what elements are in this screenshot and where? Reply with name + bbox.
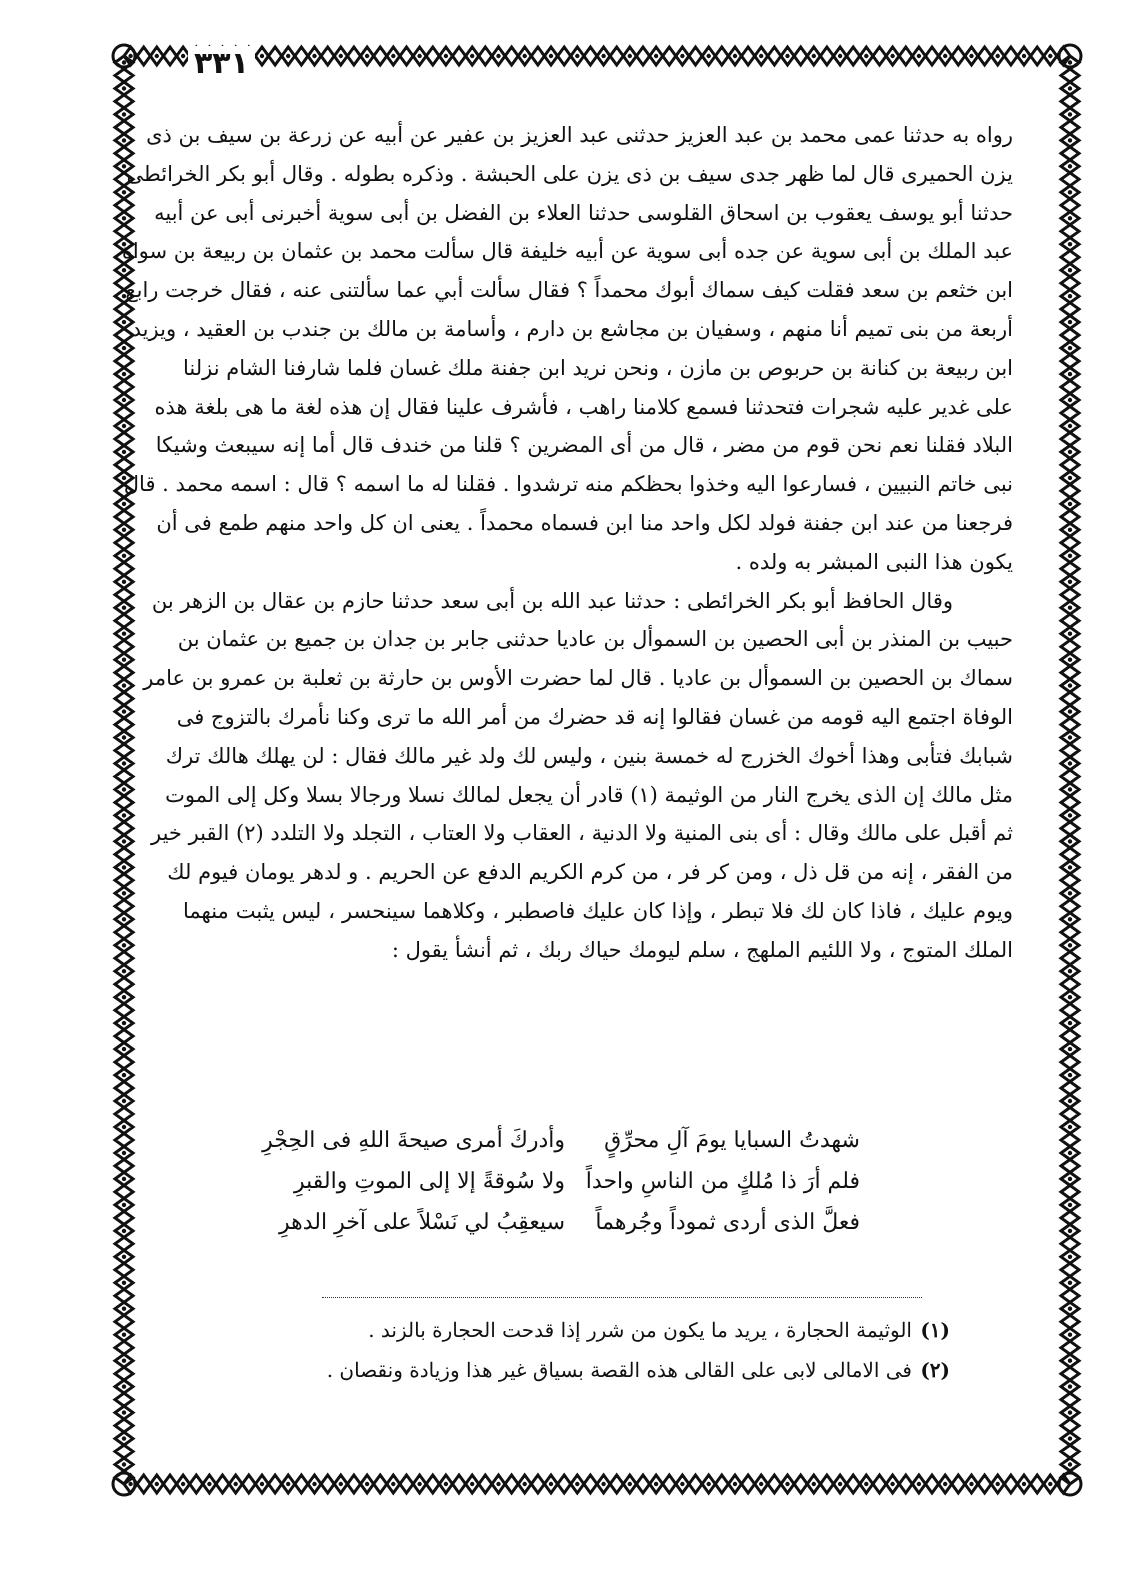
border-bottom-knot xyxy=(575,1482,579,1486)
border-top-knot xyxy=(391,54,395,58)
border-right-knot xyxy=(1068,917,1072,921)
border-right-knot xyxy=(1068,554,1072,558)
border-top-knot xyxy=(680,54,684,58)
border-bottom-knot xyxy=(812,1482,816,1486)
border-top-knot xyxy=(128,54,132,58)
border-left-knot xyxy=(122,424,126,428)
border-top-knot xyxy=(575,54,579,58)
border-top-knot xyxy=(890,54,894,58)
text-line: ويوم عليك ، فاذا كان لك فلا تبطر ، وإذا كان عليك فاصطبر ، وكلاهما سينحسر ، ليس يثبت منهما xyxy=(183,898,1013,923)
border-left-knot xyxy=(122,554,126,558)
footnote xyxy=(300,1350,950,1390)
border-right-knot xyxy=(1068,1151,1072,1155)
border-bottom-knot xyxy=(523,1482,527,1486)
border-top-knot xyxy=(549,54,553,58)
border-left-knot xyxy=(122,346,126,350)
border-right-knot xyxy=(1068,1384,1072,1388)
border-top-knot xyxy=(444,54,448,58)
border-right-knot xyxy=(1068,476,1072,480)
border-bottom-knot xyxy=(759,1482,763,1486)
border-right-knot xyxy=(1068,164,1072,168)
border-right-knot xyxy=(1068,995,1072,999)
border-bottom-knot xyxy=(339,1482,343,1486)
border-bottom-knot xyxy=(234,1482,238,1486)
footnote-number: (٢) xyxy=(920,1358,950,1382)
border-left-knot xyxy=(122,1203,126,1207)
border-left-knot xyxy=(122,1281,126,1285)
border-bottom-knot xyxy=(838,1482,842,1486)
border-bottom-knot xyxy=(155,1482,159,1486)
border-top-knot xyxy=(654,54,658,58)
border-left-knot xyxy=(122,1462,126,1466)
border-top-knot xyxy=(996,54,1000,58)
border-top-knot xyxy=(864,54,868,58)
border-left-knot xyxy=(122,632,126,636)
border-right-knot xyxy=(1068,424,1072,428)
border-right-knot xyxy=(1068,86,1072,90)
border-right-knot xyxy=(1068,138,1072,142)
text-line: الملك المتوج ، ولا اللئيم الملهج ، سلم ليومك حياك ربك ، ثم أنشأ يقول : xyxy=(391,937,1013,962)
border-right-knot xyxy=(1068,450,1072,454)
border-right-knot xyxy=(1068,372,1072,376)
text-line: حدثنا أبو يوسف يعقوب بن اسحاق القلوسى حدثنا العلاء بن الفضل بن أبى سوية أخبرنى أبى عن أبيه xyxy=(154,200,1013,225)
border-top-knot xyxy=(155,54,159,58)
border-left-knot xyxy=(122,1255,126,1259)
border-left-knot xyxy=(122,943,126,947)
border-right-knot xyxy=(1068,658,1072,662)
border-top-knot xyxy=(838,54,842,58)
border-top-knot xyxy=(365,54,369,58)
border-left-knot xyxy=(122,1125,126,1129)
text-line: شبابك فتأبى وهذا أخوك الخزرج له خمسة بنين ، وليس لك ولد غير مالك فقال : لن يهلك هالك ترك xyxy=(165,743,1013,768)
border-right-knot xyxy=(1068,839,1072,843)
border-bottom-knot xyxy=(207,1482,211,1486)
border-top-knot xyxy=(759,54,763,58)
border-top-knot xyxy=(785,54,789,58)
border-right-knot xyxy=(1068,112,1072,116)
border-left-knot xyxy=(122,1047,126,1051)
verse-line xyxy=(279,1202,860,1243)
border-top-knot xyxy=(417,54,421,58)
border-right-knot xyxy=(1068,242,1072,246)
border-top-knot xyxy=(601,54,605,58)
border-left-knot xyxy=(122,1384,126,1388)
border-right-knot xyxy=(1068,709,1072,713)
border-right-knot xyxy=(1068,268,1072,272)
border-left-knot xyxy=(122,1229,126,1233)
border-right-knot xyxy=(1068,1229,1072,1233)
border-top-knot xyxy=(181,54,185,58)
border-right-knot xyxy=(1068,787,1072,791)
border-left-knot xyxy=(122,1410,126,1414)
border-right-knot xyxy=(1068,969,1072,973)
border-right-knot xyxy=(1068,580,1072,584)
border-left-knot xyxy=(122,658,126,662)
border-right-knot xyxy=(1068,1359,1072,1363)
border-right-knot xyxy=(1068,1333,1072,1337)
border-right-knot xyxy=(1068,891,1072,895)
border-left-knot xyxy=(122,1021,126,1025)
border-right-knot xyxy=(1068,1410,1072,1414)
border-left-knot xyxy=(122,1359,126,1363)
border-left-knot xyxy=(122,606,126,610)
border-bottom-knot xyxy=(181,1482,185,1486)
border-right-knot xyxy=(1068,683,1072,687)
border-bottom-knot xyxy=(601,1482,605,1486)
text-line: مثل مالك إن الذى يخرج النار من الوثيمة (١) قادر أن يجعل لمالك نسلا ورجالا بسلا وكل إلى الموت xyxy=(165,782,1013,807)
border-left-knot xyxy=(122,969,126,973)
text-line: الوفاة اجتمع اليه قومه من غسان فقالوا إنه قد حضرك من أمر الله ما ترى وكنا نأمرك بالتزوج فى xyxy=(176,704,1013,729)
border-top-knot xyxy=(470,54,474,58)
text-line: يزن الحميرى قال لما ظهر جدى سيف بن ذى يزن على الحبشة . وذكره بطوله . وقال أبو بكر الخرائطى xyxy=(126,161,1013,186)
border-right-knot xyxy=(1068,1436,1072,1440)
border-bottom-knot xyxy=(260,1482,264,1486)
border-left-knot xyxy=(122,112,126,116)
text-line: ابن خثعم بن سعد فقلت كيف سماك أبوك محمداً ؟ فقال سألت أبي عما سألتنى عنه ، فقال خرجت رابع xyxy=(125,278,1013,303)
border-top-knot xyxy=(312,54,316,58)
border-left-knot xyxy=(122,1099,126,1103)
border-top xyxy=(124,47,1070,65)
border-left-knot xyxy=(122,580,126,584)
border-bottom-knot xyxy=(312,1482,316,1486)
border-right-knot xyxy=(1068,813,1072,817)
border-right-knot xyxy=(1068,1125,1072,1129)
border-bottom-knot xyxy=(1048,1482,1052,1486)
border-right-knot xyxy=(1068,294,1072,298)
footnote-separator xyxy=(322,1297,922,1298)
border-right-knot xyxy=(1068,60,1072,64)
verse-second-hemistich: وأدركَ أمرى صيحةَ اللهِ فى الحِجْرِ xyxy=(262,1128,565,1153)
border-right-knot xyxy=(1068,1307,1072,1311)
border-top-knot xyxy=(496,54,500,58)
border-left-knot xyxy=(122,787,126,791)
text-line: سماك بن الحصين بن السموأل بن عاديا . قال لما حضرت الأوس بن حارثة بن ثعلبة بن عمرو بن عامر xyxy=(143,666,1013,691)
text-line: حبيب بن المنذر بن أبى الحصين بن السموأل بن عاديا حدثنى جابر بن جدان بن جميع بن عثمان بن xyxy=(177,627,1013,652)
text-line: من الفقر ، إنه من قل ذل ، ومن كر فر ، من كرم الكريم الدفع عن الحريم . و لدهر يومان فيوم لك xyxy=(167,860,1013,885)
border-left-knot xyxy=(122,398,126,402)
border-right-knot xyxy=(1068,1177,1072,1181)
border-bottom-knot xyxy=(733,1482,737,1486)
border-bottom xyxy=(124,1475,1070,1493)
border-bottom-knot xyxy=(417,1482,421,1486)
border-right-knot xyxy=(1068,1255,1072,1259)
poem-verses xyxy=(262,1120,860,1243)
verse-first-hemistich: شهدتُ السبايا يومَ آلِ محرِّقٍ xyxy=(604,1128,860,1153)
border-left-knot xyxy=(122,839,126,843)
border-left-knot xyxy=(122,190,126,194)
verse-second-hemistich: ولا سُوقةً إلا إلى الموتِ والقبرِ xyxy=(293,1169,565,1194)
border-left-knot xyxy=(122,709,126,713)
border-left-knot xyxy=(122,450,126,454)
border-top-knot xyxy=(812,54,816,58)
verse-first-hemistich: فعلَّ الذى أردى ثموداً وجُرهماً xyxy=(595,1210,860,1235)
border-right-knot xyxy=(1068,761,1072,765)
border-top-knot xyxy=(628,54,632,58)
text-line: ثم أقبل على مالك وقال : أى بنى المنية ولا الدنية ، العقاب ولا العتاب ، التجلد ولا التلدد (٢) القبر خير xyxy=(150,821,1013,846)
border-top-knot xyxy=(339,54,343,58)
text-line: عبد الملك بن أبى سوية عن جده أبى سوية عن أبيه خليفة قال سألت محمد بن عثمان بن ربيعة بن سواة xyxy=(121,239,1013,264)
footnotes xyxy=(300,1310,950,1390)
border-right-knot xyxy=(1068,735,1072,739)
border-bottom-knot xyxy=(943,1482,947,1486)
border-left-knot xyxy=(122,164,126,168)
border-bottom-knot xyxy=(890,1482,894,1486)
border-right-knot xyxy=(1068,1203,1072,1207)
text-line: نبى خاتم النبيين ، فسارعوا اليه وخذوا بحظكم منه ترشدوا . فقلنا له ما اسمه ؟ قال : اسمه محمد . قال xyxy=(123,472,1013,497)
text-line: يكون هذا النبى المبشر به ولده . xyxy=(735,549,1013,574)
border-left-knot xyxy=(122,891,126,895)
border-left-knot xyxy=(122,761,126,765)
border-top-knot xyxy=(286,54,290,58)
border-right-knot xyxy=(1068,528,1072,532)
border-left-knot xyxy=(122,683,126,687)
border-bottom-knot xyxy=(969,1482,973,1486)
text-line: على غدير عليه شجرات فتحدثنا فسمع كلامنا راهب ، فأشرف علينا فقال إن هذه لغة ما هى بلغة هذه xyxy=(154,394,1013,419)
border-left-knot xyxy=(122,1307,126,1311)
border-right-knot xyxy=(1068,1099,1072,1103)
border-left-knot xyxy=(122,813,126,817)
border-bottom-knot xyxy=(286,1482,290,1486)
border-right-knot xyxy=(1068,1073,1072,1077)
border-bottom-knot xyxy=(365,1482,369,1486)
border-right-knot xyxy=(1068,346,1072,350)
border-left-knot xyxy=(122,1151,126,1155)
border-left-knot xyxy=(122,528,126,532)
border-bottom-knot xyxy=(654,1482,658,1486)
border-left-knot xyxy=(122,60,126,64)
border-right-knot xyxy=(1068,1462,1072,1466)
border-right-knot xyxy=(1068,1281,1072,1285)
border-right-knot xyxy=(1068,865,1072,869)
text-line: وقال الحافظ أبو بكر الخرائطى : حدثنا عبد الله بن أبى سعد حدثنا حازم بن عقال بن الزهر بن xyxy=(151,588,953,613)
footnote-text: الوثيمة الحجارة ، يريد ما يكون من شرر إذا قدحت الحجارة بالزند . xyxy=(368,1318,912,1342)
border-top-knot xyxy=(917,54,921,58)
border-top-knot xyxy=(943,54,947,58)
footnote xyxy=(300,1310,950,1350)
border-right-knot xyxy=(1068,1047,1072,1051)
border-bottom-knot xyxy=(391,1482,395,1486)
border-right-knot xyxy=(1068,320,1072,324)
border-bottom-knot xyxy=(496,1482,500,1486)
text-line: فرجعنا من عند ابن جفنة فولد لكل واحد منا ابن فسماه محمداً . يعنى ان كل واحد منهم طمع فى أن xyxy=(156,510,1013,535)
border-left-knot xyxy=(122,865,126,869)
border-left-knot xyxy=(122,138,126,142)
border-bottom-knot xyxy=(628,1482,632,1486)
border-top-knot xyxy=(523,54,527,58)
verse-line xyxy=(293,1161,860,1202)
border-bottom-knot xyxy=(128,1482,132,1486)
border-right-knot xyxy=(1068,216,1072,220)
border-top-knot xyxy=(733,54,737,58)
border-right-knot xyxy=(1068,632,1072,636)
border-top-knot xyxy=(1022,54,1026,58)
border-top-knot xyxy=(707,54,711,58)
border-right-knot xyxy=(1068,502,1072,506)
footnote-text: فى الامالى لابى على القالى هذه القصة بسياق غير هذا وزيادة ونقصان . xyxy=(326,1358,912,1382)
border-right-knot xyxy=(1068,1021,1072,1025)
main-text xyxy=(121,116,1013,970)
border-left-knot xyxy=(122,995,126,999)
border-bottom-knot xyxy=(470,1482,474,1486)
footnote-number: (١) xyxy=(920,1318,950,1342)
border-right-knot xyxy=(1068,190,1072,194)
border-bottom-knot xyxy=(680,1482,684,1486)
border-left-knot xyxy=(122,917,126,921)
border-bottom-knot xyxy=(917,1482,921,1486)
verse-second-hemistich: سيعقِبُ لي نَسْلاً على آخرِ الدهرِ xyxy=(279,1210,565,1235)
border-bottom-knot xyxy=(785,1482,789,1486)
border-left-knot xyxy=(122,1333,126,1337)
text-line: أربعة من بنى تميم أنا منهم ، وسفيان بن مجاشع بن دارم ، وأسامة بن مالك بن جندب بن العقيد ، ويزيد xyxy=(131,316,1013,341)
border-left-knot xyxy=(122,216,126,220)
border-left-knot xyxy=(122,86,126,90)
text-line: ابن ربيعة بن كنانة بن حربوص بن مازن ، ونحن نريد ابن جفنة ملك غسان فلما شارفنا الشام نزلنا xyxy=(183,355,1013,380)
border-right-knot xyxy=(1068,606,1072,610)
border-right-knot xyxy=(1068,943,1072,947)
border-left-knot xyxy=(122,320,126,324)
border-left-knot xyxy=(122,1073,126,1077)
border-left-knot xyxy=(122,735,126,739)
border-left-knot xyxy=(122,1436,126,1440)
verse-line xyxy=(262,1120,860,1161)
border-bottom-knot xyxy=(996,1482,1000,1486)
border-top-knot xyxy=(1048,54,1052,58)
border-bottom-knot xyxy=(707,1482,711,1486)
border-bottom-knot xyxy=(549,1482,553,1486)
verse-first-hemistich: فلم أرَ ذا مُلكٍ من الناسِ واحداً xyxy=(585,1169,860,1194)
border-bottom-knot xyxy=(864,1482,868,1486)
border-top-knot xyxy=(969,54,973,58)
border-left-knot xyxy=(122,372,126,376)
border-right-knot xyxy=(1068,398,1072,402)
border-left-knot xyxy=(122,1177,126,1181)
border-bottom-knot xyxy=(444,1482,448,1486)
text-line: رواه به حدثنا عمى محمد بن عبد العزيز حدثنى عبد العزيز بن عفير عن أبيه عن زرعة بن سيف بن ذى xyxy=(146,123,1013,147)
border-top-knot xyxy=(260,54,264,58)
text-line: البلاد فقلنا نعم نحن قوم من مضر ، قال من أى المضرين ؟ قلنا من خندف قال أما إنه سيبعث وشيكا xyxy=(155,433,1013,458)
border-bottom-knot xyxy=(1022,1482,1026,1486)
page-number: ٣٣١ xyxy=(188,46,255,81)
